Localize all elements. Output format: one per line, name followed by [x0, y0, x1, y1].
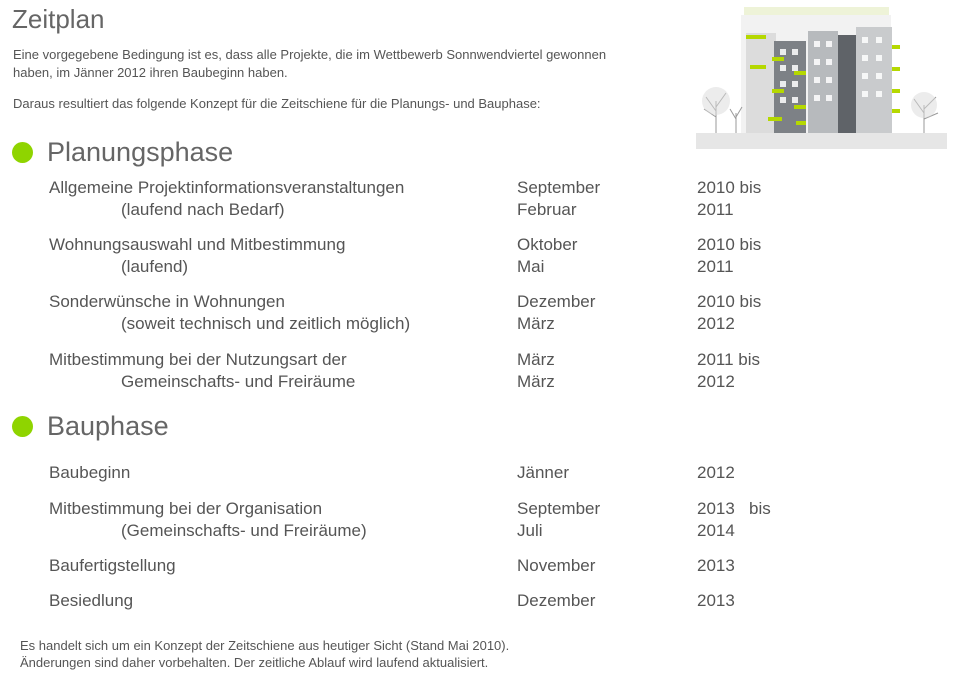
month-end: Juli: [517, 521, 543, 540]
activity-label: Baufertigstellung: [49, 556, 176, 575]
month-start: März: [517, 350, 555, 369]
intro-paragraph-2: Daraus resultiert das folgende Konzept für die Zeitschiene für die Planungs- und Bauphase:: [13, 96, 541, 111]
month-end: März: [517, 372, 555, 391]
year: 2012: [697, 463, 735, 482]
month-start: Dezember: [517, 292, 596, 311]
page-title: Zeitplan: [12, 4, 105, 34]
year-start: 2010 bis: [697, 178, 762, 197]
year-end: 2012: [697, 314, 735, 333]
year-start: 2010 bis: [697, 292, 762, 311]
year-end: 2012: [697, 372, 735, 391]
activity-label: Sonderwünsche in Wohnungen: [49, 292, 285, 311]
year-end: 2011: [697, 200, 734, 219]
activity-label: Wohnungsauswahl und Mitbestimmung: [49, 235, 346, 254]
footer-line-1: Es handelt sich um ein Konzept der Zeitschiene aus heutiger Sicht (Stand Mai 2010).: [20, 638, 510, 653]
month-start: Oktober: [517, 235, 578, 254]
year: 2013: [697, 556, 735, 575]
activity-note: (laufend nach Bedarf): [121, 200, 285, 219]
month: Dezember: [517, 591, 596, 610]
year-start: 2010 bis: [697, 235, 762, 254]
activity-label: Allgemeine Projektinformationsveranstaltungen: [49, 178, 405, 197]
activity-note: Gemeinschafts- und Freiräume: [121, 372, 356, 391]
activity-label: Mitbestimmung bei der Organisation: [49, 499, 323, 518]
month-end: März: [517, 314, 555, 333]
section-construction: [12, 411, 169, 442]
green-bullet-icon: [12, 142, 33, 163]
month-end: Mai: [517, 257, 545, 276]
activity-label: Baubeginn: [49, 463, 131, 482]
activity-label: Besiedlung: [49, 591, 134, 610]
year-end: 2011: [697, 257, 734, 276]
section-title-construction: Bauphase: [47, 411, 169, 441]
section-planning: [12, 137, 233, 168]
building-illustration: [696, 5, 947, 149]
footer-note: [20, 637, 509, 671]
year: 2013: [697, 591, 735, 610]
footer-line-2: Änderungen sind daher vorbehalten. Der zeitliche Ablauf wird laufend aktualisiert.: [20, 655, 489, 670]
month-start: September: [517, 499, 601, 518]
month-end: Februar: [517, 200, 577, 219]
section-title-planning: Planungsphase: [47, 137, 234, 167]
activity-note: (soweit technisch und zeitlich möglich): [121, 314, 411, 333]
activity-note: (laufend): [121, 257, 189, 276]
activity-note: (Gemeinschafts- und Freiräume): [121, 521, 367, 540]
year-start: 2011 bis: [697, 350, 761, 369]
year-end: 2014: [697, 521, 735, 540]
year-start: 2013 bis: [697, 499, 771, 518]
activity-label: Mitbestimmung bei der Nutzungsart der: [49, 350, 347, 369]
month: November: [517, 556, 596, 575]
month: Jänner: [517, 463, 569, 482]
green-bullet-icon: [12, 416, 33, 437]
month-start: September: [517, 178, 601, 197]
intro-paragraph-1: Eine vorgegebene Bedingung ist es, dass alle Projekte, die im Wettbewerb Sonnwendviertel gewonnen haben, im Jänner 2012 ihren Baubeginn haben.: [13, 47, 607, 80]
